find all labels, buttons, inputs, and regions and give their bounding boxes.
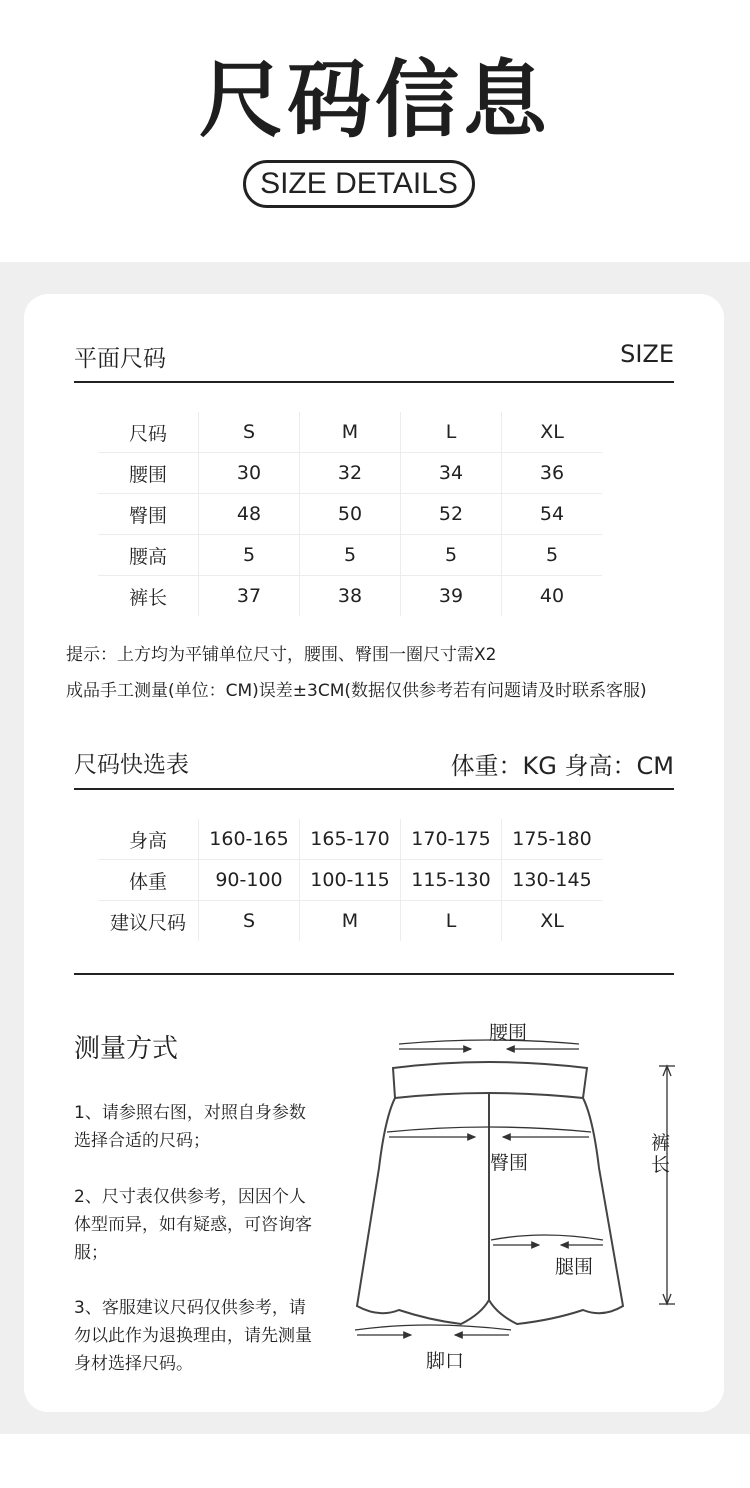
table-cell: 34 bbox=[401, 453, 502, 494]
shorts-measurement-diagram bbox=[349, 1018, 679, 1378]
quick-size-table bbox=[98, 819, 602, 941]
table-cell: XL bbox=[502, 412, 603, 453]
length-label-bottom: 长 bbox=[651, 1154, 671, 1176]
table-cell: S bbox=[199, 901, 300, 942]
page-subtitle-badge: SIZE DETAILS bbox=[243, 160, 475, 208]
table-cell: 5 bbox=[502, 535, 603, 576]
table-cell: 54 bbox=[502, 494, 603, 535]
method-title: 测量方式 bbox=[74, 1034, 179, 1064]
row-label-cell: 建议尺码 bbox=[109, 911, 186, 934]
row-label-cell: 腰高 bbox=[98, 535, 199, 576]
table-cell: 50 bbox=[300, 494, 401, 535]
quick-size-divider bbox=[74, 788, 674, 790]
table-cell: XL bbox=[502, 901, 603, 942]
length-arrow bbox=[659, 1066, 675, 1304]
quick-size-title: 尺码快选表 bbox=[74, 752, 189, 778]
row-label-cell: 臀围 bbox=[98, 494, 199, 535]
flat-size-row bbox=[98, 494, 602, 535]
flat-size-divider bbox=[74, 381, 674, 383]
flat-size-header bbox=[74, 340, 674, 374]
table-cell: 48 bbox=[199, 494, 300, 535]
table-cell: M bbox=[300, 412, 401, 453]
method-step-2: 2、尺寸表仅供参考，因因个人体型而异，如有疑惑，可咨询客服； bbox=[74, 1187, 312, 1263]
length-label-top: 裤 bbox=[651, 1132, 671, 1154]
table-cell: 39 bbox=[401, 576, 502, 617]
flat-size-title: 平面尺码 bbox=[74, 346, 166, 372]
table-cell: 165-170 bbox=[300, 819, 401, 860]
table-cell: 36 bbox=[502, 453, 603, 494]
flat-size-row bbox=[98, 535, 602, 576]
flat-size-row bbox=[98, 412, 602, 453]
thigh-label: 腿围 bbox=[555, 1256, 594, 1278]
quick-size-row bbox=[98, 819, 602, 860]
table-cell: 5 bbox=[401, 535, 502, 576]
table-cell: 32 bbox=[300, 453, 401, 494]
row-label-cell: 体重 bbox=[98, 860, 199, 901]
table-cell: 5 bbox=[300, 535, 401, 576]
flat-size-row bbox=[98, 453, 602, 494]
table-cell: 90-100 bbox=[199, 860, 300, 901]
measurement-disclaimer: 成品手工测量(单位：CM)误差±3CM(数据仅供参考若有问题请及时联系客服) bbox=[66, 681, 647, 701]
size-card bbox=[24, 294, 724, 1412]
table-cell: 5 bbox=[199, 535, 300, 576]
table-cell: 170-175 bbox=[401, 819, 502, 860]
quick-size-header bbox=[74, 746, 674, 780]
table-cell: L bbox=[401, 901, 502, 942]
quick-size-row bbox=[98, 901, 602, 942]
row-label-cell: 腰围 bbox=[98, 453, 199, 494]
page-title: 尺码信息 bbox=[198, 51, 551, 149]
waist-label: 腰围 bbox=[489, 1022, 528, 1044]
table-cell: 175-180 bbox=[502, 819, 603, 860]
page-header bbox=[0, 0, 750, 262]
method-step-1: 1、请参照右图，对照自身参数选择合适的尺码； bbox=[74, 1103, 306, 1151]
quick-size-units: 体重：KG 身高：CM bbox=[450, 752, 674, 780]
table-cell: 160-165 bbox=[199, 819, 300, 860]
row-label-cell: 尺码 bbox=[98, 412, 199, 453]
table-cell: 30 bbox=[199, 453, 300, 494]
hip-label: 臀围 bbox=[490, 1152, 529, 1174]
flat-size-label: SIZE bbox=[620, 340, 674, 368]
row-label-cell: 身高 bbox=[98, 819, 199, 860]
table-cell: 115-130 bbox=[401, 860, 502, 901]
quick-size-row bbox=[98, 860, 602, 901]
method-divider bbox=[74, 973, 674, 975]
table-cell: 38 bbox=[300, 576, 401, 617]
row-label-cell: 裤长 bbox=[128, 586, 167, 609]
hem-arrow bbox=[355, 1325, 511, 1335]
table-cell: M bbox=[300, 901, 401, 942]
flat-size-table bbox=[98, 412, 602, 616]
shorts-outline bbox=[357, 1062, 623, 1324]
table-cell: 37 bbox=[199, 576, 300, 617]
table-cell: L bbox=[401, 412, 502, 453]
flat-size-tip: 提示：上方均为平铺单位尺寸，腰围、臀围一圈尺寸需X2 bbox=[66, 645, 497, 665]
flat-size-row bbox=[98, 576, 602, 617]
hem-label: 脚口 bbox=[426, 1350, 465, 1372]
shorts-diagram-svg bbox=[349, 1018, 679, 1378]
table-cell: 100-115 bbox=[300, 860, 401, 901]
table-cell: S bbox=[199, 412, 300, 453]
method-step-3: 3、客服建议尺码仅供参考，请勿以此作为退换理由，请先测量身材选择尺码。 bbox=[74, 1298, 312, 1374]
table-cell: 52 bbox=[401, 494, 502, 535]
table-cell: 130-145 bbox=[502, 860, 603, 901]
table-cell: 40 bbox=[502, 576, 603, 617]
thigh-arrow bbox=[491, 1235, 603, 1245]
